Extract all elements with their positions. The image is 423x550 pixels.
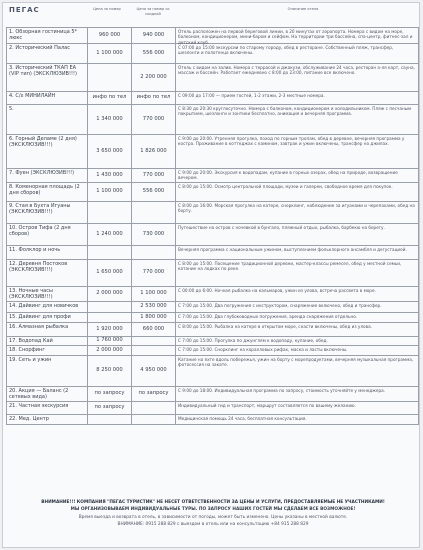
col-header-price1: Цена за номер bbox=[93, 7, 121, 11]
row-price bbox=[88, 414, 132, 424]
row-discount-price: 730 000 bbox=[132, 223, 176, 245]
row-tour-name: 22. Мед. Центр bbox=[7, 414, 88, 424]
row-discount-price bbox=[132, 414, 176, 424]
row-description: С 9:00 до 20:00. Экскурсия к водопадам, купание в горных озерах, обед на природе, возвращение вечером. bbox=[176, 169, 419, 183]
row-tour-name: 2. Исторический Палас bbox=[7, 44, 88, 64]
row-discount-price: 2 530 000 bbox=[132, 301, 176, 312]
row-description: С 7:00 до 15:00. Два погружения с инструктором, снаряжение включено, обед и трансфер. bbox=[176, 301, 419, 312]
row-tour-name: 13. Ночные часы (ЭКСКЛЮЗИВ!!!) bbox=[7, 286, 88, 301]
row-price: 1 430 000 bbox=[88, 169, 132, 183]
row-discount-price bbox=[132, 345, 176, 355]
row-discount-price: 940 000 bbox=[132, 28, 176, 44]
company-logo: ПЕГАС bbox=[9, 6, 40, 14]
row-price: 1 240 000 bbox=[88, 223, 132, 245]
table-row bbox=[7, 182, 419, 201]
footer-individual-tours: МЫ ОРГАНИЗОВЫВАЕМ ИНДИВИДУАЛЬНЫЕ ТУРЫ. ПО ЗАПРОСУ НАШИХ ГОСТЕЙ МЫ СДЕЛАЕМ ВСЕ ВОЗМОЖНОЕ! bbox=[70, 507, 356, 512]
row-discount-price bbox=[132, 245, 176, 259]
row-tour-name: 16. Алмазная рыбалка bbox=[7, 322, 88, 336]
table-row bbox=[7, 312, 419, 322]
row-discount-price bbox=[132, 336, 176, 345]
table-row bbox=[7, 245, 419, 259]
row-price bbox=[88, 245, 132, 259]
row-description: С 8:00 до 15:00. Осмотр центральной площади, музеи и галереи, свободное время для покупок. bbox=[176, 182, 419, 201]
table-row bbox=[7, 201, 419, 223]
row-description: С 7:00 до 15:00. Два глубоководных погружения, аренда снаряжения отдельно. bbox=[176, 312, 419, 322]
footer-warning: ВНИМАНИЕ!!! КОМПАНИЯ "ПЕГАС ТУРИСТИК" НЕ НЕСЕТ ОТВЕТСТВЕННОСТИ ЗА ЦЕНЫ И УСЛУГИ, ПРЕДОСТАВЛЯЕМЫЕ НЕ УЧАСТНИКАМИ! bbox=[41, 500, 385, 505]
row-tour-name: 3. Исторический ТКАП ЕА (VIP тип) (ЭКСКЛЮЗИВ!!!) bbox=[7, 64, 88, 92]
row-tour-name: 21. Частная экскурсия bbox=[7, 401, 88, 414]
row-description: С 00:00 до 6:00. Ночная рыбалка на кальмаров, ужин из улова, встреча рассвета в море. bbox=[176, 286, 419, 301]
row-price bbox=[88, 64, 132, 92]
row-description: С 7:00 до 15:00. Снорклинг на коралловых рифах, маска и ласты включены. bbox=[176, 345, 419, 355]
table-row bbox=[7, 286, 419, 301]
row-description: С 07:00 до 15:00 экскурсии по старому городу, обед в ресторане. Собственный пляж, трансфер, шезлонги и полотенца включены. bbox=[176, 44, 419, 64]
table-row bbox=[7, 64, 419, 92]
row-description: С 9:00 до 18:00. Индивидуальная программа по запросу, стоимость уточняйте у менеджера. bbox=[176, 386, 419, 401]
table-row bbox=[7, 336, 419, 345]
row-discount-price: 556 000 bbox=[132, 182, 176, 201]
row-tour-name: 20. Акция — Баланс (2 сетевых вида) bbox=[7, 386, 88, 401]
row-tour-name: 18. Снорфинг bbox=[7, 345, 88, 355]
table-row bbox=[7, 301, 419, 312]
row-discount-price: 2 200 000 bbox=[132, 64, 176, 92]
table-row bbox=[7, 28, 419, 44]
row-tour-name: 5. bbox=[7, 105, 88, 135]
row-price: 1 340 000 bbox=[88, 105, 132, 135]
row-tour-name: 14. Дайвинг для новичков bbox=[7, 301, 88, 312]
table-row bbox=[7, 135, 419, 169]
col-header-price2: Цена за номер со скидкой bbox=[136, 7, 170, 16]
row-discount-price bbox=[132, 201, 176, 223]
table-row bbox=[7, 401, 419, 414]
row-discount-price: инфо по тел bbox=[132, 92, 176, 105]
row-description: Путешествие на остров с ночевкой в бунгало, пляжный отдых, рыбалка, барбекю на берегу. bbox=[176, 223, 419, 245]
row-price: 2 000 000 bbox=[88, 345, 132, 355]
row-price: 8 250 000 bbox=[88, 355, 132, 386]
footer-contact: ВНИМАНИЕ: 0915 288 829 с выездом в отель или на консультацию +84 915 288 829 bbox=[117, 522, 309, 527]
col-header-desc: Описание отеля bbox=[287, 7, 319, 11]
row-discount-price: 660 000 bbox=[132, 322, 176, 336]
row-description: Катание на яхте вдоль побережья, ужин на борту с морепродуктами, вечерняя музыкальная программа, фотосессия на закате. bbox=[176, 355, 419, 386]
row-price bbox=[88, 312, 132, 322]
row-tour-name: 7. Фуен (ЭКСКЛЮЗИВ!!!) bbox=[7, 169, 88, 183]
row-description: Отель расположен на первой береговой линии, в 20 минутах от аэропорта. Номера с видом на море, балконом, кондиционером, мини-баром и сейфом. На территории три бассейна, спа-центр, фитнес-зал и детский клуб. bbox=[176, 28, 419, 44]
row-description: Отель с видом на залив. Номера с террасой и джакузи, обслуживание 24 часа, ресторан а-ля карт, сауна, массаж и бассейн. Работает ежедневно с 8:00 до 23:00, питание все включено. bbox=[176, 64, 419, 92]
table-row bbox=[7, 414, 419, 424]
table-row bbox=[7, 386, 419, 401]
row-tour-name: 15. Дайвинг для профи bbox=[7, 312, 88, 322]
row-price: инфо по тел bbox=[88, 92, 132, 105]
row-tour-name: 8. Коменорная площадь (2 дня сборов) bbox=[7, 182, 88, 201]
table-row bbox=[7, 169, 419, 183]
row-price: 1 650 000 bbox=[88, 259, 132, 286]
footer-note: Время выезда и возврата в отель, в зависимости от погоды, может быть изменено. Цены указаны в местной валюте. bbox=[78, 515, 348, 520]
row-discount-price: 1 800 000 bbox=[132, 312, 176, 322]
row-tour-name: 11. Фолклор и ночь bbox=[7, 245, 88, 259]
table-row bbox=[7, 355, 419, 386]
row-description: Вечерняя программа с национальным ужином, выступлением фольклорного ансамбля и дегустацией. bbox=[176, 245, 419, 259]
table-row bbox=[7, 105, 419, 135]
row-discount-price: по запросу bbox=[132, 386, 176, 401]
row-description: С 8:00 до 15:00. Посещение традиционной деревни, мастер-классы ремесел, обед у местной семьи, катание на лодках по реке. bbox=[176, 259, 419, 286]
row-description: Индивидуальный гид и транспорт, маршрут составляется по вашему желанию. bbox=[176, 401, 419, 414]
table-row bbox=[7, 322, 419, 336]
column-headers bbox=[3, 7, 419, 27]
row-discount-price bbox=[132, 401, 176, 414]
row-discount-price: 1 100 000 bbox=[132, 286, 176, 301]
row-price: 1 100 000 bbox=[88, 44, 132, 64]
table-row bbox=[7, 259, 419, 286]
row-description: С 7:00 до 15:00. Прогулка по джунглям к водопаду, купание, обед. bbox=[176, 336, 419, 345]
row-discount-price: 1 826 000 bbox=[132, 135, 176, 169]
price-list-sheet bbox=[2, 2, 420, 548]
row-discount-price: 770 000 bbox=[132, 169, 176, 183]
row-description: С 9:00 до 20:00. Утренняя прогулка, поход по горным тропам, обед в деревне, вечерняя программа у костра. Проживание в коттеджах с камином, завтрак и ужин включены, трансфер на джипах. bbox=[176, 135, 419, 169]
row-price: по запросу bbox=[88, 401, 132, 414]
row-price: 1 760 000 bbox=[88, 336, 132, 345]
row-tour-name: 1. Обзорная гостиница 5* люкс bbox=[7, 28, 88, 44]
row-discount-price: 556 000 bbox=[132, 44, 176, 64]
row-description: Медицинская помощь 24 часа, бесплатная консультация. bbox=[176, 414, 419, 424]
row-tour-name: 10. Остров Тифа (2 дня сборов) bbox=[7, 223, 88, 245]
table-row bbox=[7, 92, 419, 105]
row-tour-name: 17. Водопад Кай bbox=[7, 336, 88, 345]
row-tour-name: 9. Стая в Бухта Игуаны (ЭКСКЛЮЗИВ!!!) bbox=[7, 201, 88, 223]
row-description: С 09:00 до 17:00 — прием гостей, 1-2 этажи, 2-3 местные номера. bbox=[176, 92, 419, 105]
row-tour-name: 4. С/х МИНИЛАЙН bbox=[7, 92, 88, 105]
table-row bbox=[7, 345, 419, 355]
row-price: 960 000 bbox=[88, 28, 132, 44]
row-discount-price: 4 950 000 bbox=[132, 355, 176, 386]
row-tour-name: 12. Деревня Постоков (ЭКСКЛЮЗИВ!!!) bbox=[7, 259, 88, 286]
tour-price-table bbox=[6, 27, 419, 425]
row-description: С 8:00 до 16:00. Морская прогулка на катере, снорклинг, наблюдение за игуанами и черепахами, обед на борту. bbox=[176, 201, 419, 223]
row-tour-name: 6. Горный Деламе (2 дня) (ЭКСКЛЮЗИВ!!!) bbox=[7, 135, 88, 169]
table-row bbox=[7, 44, 419, 64]
row-price: 2 000 000 bbox=[88, 286, 132, 301]
row-tour-name: 19. Сеть и ужин bbox=[7, 355, 88, 386]
row-price: 3 650 000 bbox=[88, 135, 132, 169]
row-discount-price: 770 000 bbox=[132, 259, 176, 286]
row-description: С 8:00 до 15:00. Рыбалка на катере в открытом море, снасти включены, обед из улова. bbox=[176, 322, 419, 336]
row-price bbox=[88, 201, 132, 223]
row-price: по запросу bbox=[88, 386, 132, 401]
table-row bbox=[7, 223, 419, 245]
row-description: С 8:30 до 20:30 круглосуточно. Номера с балконом, кондиционером и холодильником. Пляж с песчаным покрытием, шезлонги и зонтики бесплатно, анимация и вечерняя программа. bbox=[176, 105, 419, 135]
row-price: 1 100 000 bbox=[88, 182, 132, 201]
row-price: 1 920 000 bbox=[88, 322, 132, 336]
row-price bbox=[88, 301, 132, 312]
row-discount-price: 770 000 bbox=[132, 105, 176, 135]
